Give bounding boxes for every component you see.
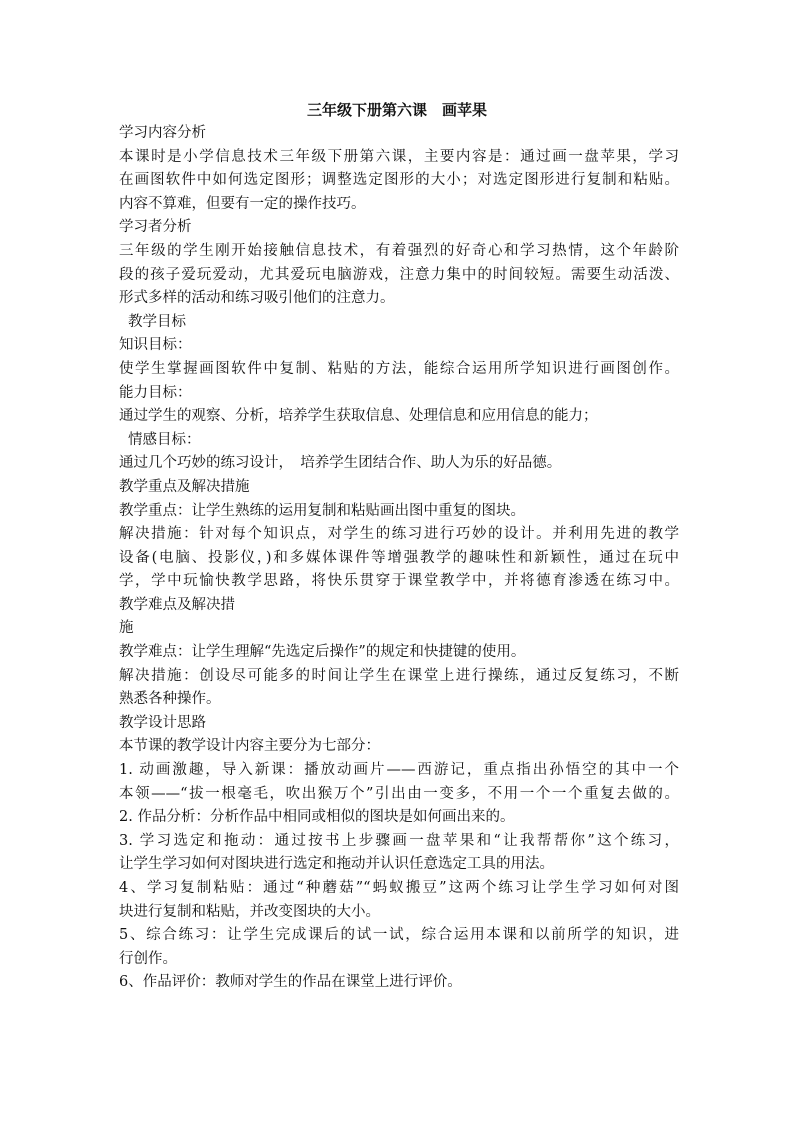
- list-item-1: 1. 动画激趣，导入新课：播放动画片——西游记，重点指出孙悟空的其中一个: [119, 762, 679, 779]
- paragraph-line: 熟悉各种操作。: [119, 691, 221, 708]
- list-item-5-cont: 行创作。: [119, 950, 177, 967]
- heading-difficulties-cont: 施: [119, 620, 134, 637]
- paragraph-line: 本节课的教学设计内容主要分为七部分：: [119, 738, 380, 755]
- paragraph-line: 设备(电脑、投影仪，)和多媒体课件等增强教学的趣味性和新颖性，通过在玩中: [119, 549, 679, 566]
- paragraph-line: 本课时是小学信息技术三年级下册第六课，主要内容是：通过画一盘苹果，学习: [119, 148, 679, 165]
- paragraph-line: 教学重点：让学生熟练的运用复制和粘贴画出图中重复的图块。: [119, 502, 525, 519]
- paragraph-line: 学，学中玩愉快教学思路，将快乐贯穿于课堂教学中，并将德育渗透在练习中。: [119, 573, 679, 590]
- heading-difficulties: 教学难点及解决措: [119, 596, 235, 613]
- list-item-3-cont: 让学生学习如何对图块进行选定和拖动并认识任意选定工具的用法。: [119, 856, 554, 873]
- list-item-3: 3. 学习选定和拖动：通过按书上步骤画一盘苹果和“让我帮帮你”这个练习，: [119, 832, 679, 849]
- subheading-ability-goal: 能力目标：: [119, 384, 192, 401]
- paragraph-line: 解决措施：针对每个知识点，对学生的练习进行巧妙的设计。并利用先进的教学: [119, 526, 679, 543]
- document-body: [119, 122, 679, 995]
- paragraph-line: 通过几个巧妙的练习设计， 培养学生团结合作、助人为乐的好品德。: [119, 455, 562, 472]
- document-title: 三年级下册第六课 画苹果: [306, 101, 487, 119]
- heading-content-analysis: 学习内容分析: [119, 125, 206, 141]
- paragraph-line: 使学生掌握画图软件中复制、粘贴的方法，能综合运用所学知识进行画图创作。: [119, 360, 679, 377]
- paragraph-line: 教学难点：让学生理解“先选定后操作”的规定和快捷键的使用。: [119, 644, 526, 661]
- subheading-knowledge-goal: 知识目标：: [119, 337, 192, 354]
- heading-learner-analysis: 学习者分析: [119, 219, 192, 236]
- paragraph-line: 段的孩子爱玩爱动，尤其爱玩电脑游戏，注意力集中的时间较短。需要生动活泼、: [119, 266, 679, 283]
- list-item-4-cont: 块进行复制和粘贴，并改变图块的大小。: [119, 903, 380, 920]
- paragraph-line: 内容不算难，但要有一定的操作技巧。: [119, 195, 366, 212]
- paragraph-line: 三年级的学生刚开始接触信息技术，有着强烈的好奇心和学习热情，这个年龄阶: [119, 242, 679, 259]
- list-item-4: 4、学习复制粘贴：通过“种蘑菇”“蚂蚁搬豆”这两个练习让学生学习如何对图: [119, 880, 679, 896]
- list-item-2: 2. 作品分析：分析作品中相同或相似的图块是如何画出来的。: [119, 809, 515, 826]
- list-item-6: 6、作品评价：教师对学生的作品在课堂上进行评价。: [119, 974, 462, 991]
- paragraph-line: 形式多样的活动和练习吸引他们的注意力。: [119, 290, 395, 307]
- list-item-1-cont: 本领——“拔一根毫毛，吹出猴万个”引出由一变多，不用一个一个重复去做的。: [119, 785, 679, 802]
- heading-key-points: 教学重点及解决措施: [119, 478, 250, 495]
- paragraph-line: 在画图软件中如何选定图形；调整选定图形的大小；对选定图形进行复制和粘贴。: [119, 172, 679, 189]
- list-item-5: 5、综合练习：让学生完成课后的试一试，综合运用本课和以前所学的知识，进: [119, 927, 679, 944]
- heading-design-ideas: 教学设计思路: [119, 714, 206, 731]
- paragraph-line: 通过学生的观察、分析，培养学生获取信息、处理信息和应用信息的能力；: [119, 408, 598, 425]
- paragraph-line: 解决措施：创设尽可能多的时间让学生在课堂上进行操练，通过反复练习，不断: [119, 667, 679, 684]
- subheading-emotion-goal: 情感目标：: [128, 431, 201, 448]
- heading-teaching-goals: 教学目标: [128, 313, 186, 330]
